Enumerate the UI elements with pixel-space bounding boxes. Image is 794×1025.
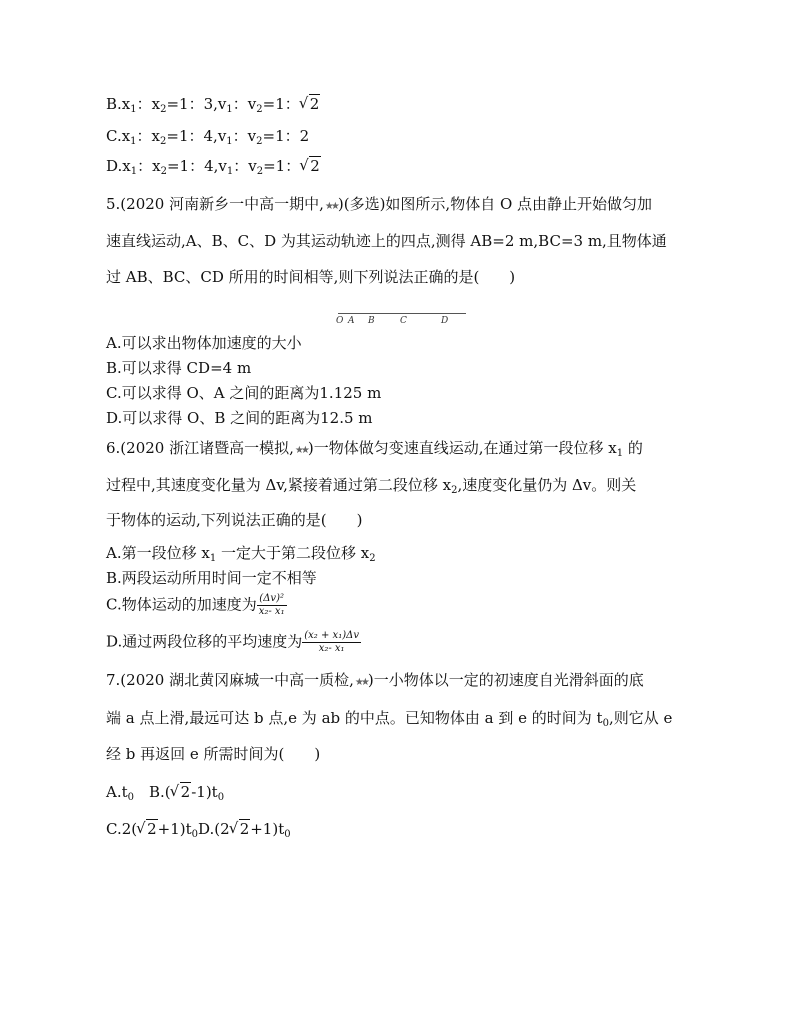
q7-options-a-b: $A.t_0$ B.(√ $2-1)t_0$ — [106, 782, 224, 808]
q7-line-3: 经 b 再返回 e 所需时间为( ) — [106, 745, 321, 763]
sqrt-symbol: √ 2 — [171, 782, 192, 802]
q6-option-d: D.通过两段位移的平均速度为 $\frac{\text{(x₂ + x₁)Δv}}{\text{x₂- x₁}}$ — [106, 630, 359, 654]
q5-line-2: 速直线运动,A、B、C、D 为其运动轨迹上的四点,测得 AB=2 m,BC=3 m,且物体通 — [106, 232, 667, 250]
sqrt-symbol: √ 2 — [300, 156, 321, 176]
sqrt-symbol: √ 2 — [230, 819, 251, 839]
q6-option-a: A.第一段位移 $x_1$ 一定大于第二段位移 $x_2$ — [106, 544, 376, 564]
point-label-a: A — [348, 316, 355, 326]
point-label-d: D — [441, 316, 449, 326]
q5-option-b: B.可以求得 CD=4 m — [106, 359, 252, 377]
acceleration-fraction: $\frac{\text{(Δv)²}}{\text{x₂- x₁}}$ — [258, 593, 285, 617]
q6-option-c: C.物体运动的加速度为 $\frac{\text{(Δv)²}}{\text{x₂- x₁}}$ — [106, 593, 285, 617]
track-line — [338, 313, 466, 314]
q7-line-2: 端 a 点上滑,最远可达 b 点,e 为 ab 的中点。已知物体由 a 到 e 的时间为 $t_0$,则它从 e — [106, 709, 673, 729]
difficulty-star-icon: ★★ — [354, 677, 367, 688]
q5-option-d: D.可以求得 O、B 之间的距离为12.5 m — [106, 409, 373, 427]
q7-options-c-d: C.2(√ $2+1)t_0D.(2√$ $2+1)t_0$ — [106, 819, 291, 845]
sqrt-symbol: √ 2 — [300, 94, 321, 114]
point-label-c: C — [400, 316, 407, 326]
q6-line-2: 过程中,其速度变化量为 Δv,紧接着通过第二段位移 $x_2$,速度变化量仍为 Δv。则关 — [106, 476, 637, 496]
q6-line-1: 6.(2020 浙江诸暨高一模拟,★★)一物体做匀变速直线运动,在通过第一段位移 $x_1$ 的 — [106, 439, 643, 459]
q5-option-a: A.可以求出物体加速度的大小 — [106, 334, 302, 352]
point-label-o: O — [336, 316, 344, 326]
q5-line-1: 5.(2020 河南新乡一中高一期中,★★)(多选)如图所示,物体自 O 点由静止开始做匀加 — [106, 194, 652, 217]
q4-option-b: $B.x_1$：$x_2=1$：$3,v_1$：$v_2=1$：√ 2 — [106, 94, 320, 120]
q5-option-c: C.可以求得 O、A 之间的距离为1.125 m — [106, 384, 382, 402]
difficulty-star-icon: ★★ — [324, 201, 337, 212]
motion-track-diagram — [336, 307, 468, 331]
q4-option-d: $D.x_1$：$x_2=1$：$4,v_1$：$v_2=1$：√ 2 — [106, 156, 321, 182]
average-velocity-fraction: $\frac{\text{(x₂ + x₁)Δv}}{\text{x₂- x₁}}$ — [304, 630, 359, 654]
q7-line-1: 7.(2020 湖北黄冈麻城一中高一质检,★★)一小物体以一定的初速度自光滑斜面的底 — [106, 670, 644, 693]
q6-option-b: B.两段运动所用时间一定不相等 — [106, 569, 317, 587]
q5-line-3: 过 AB、BC、CD 所用的时间相等,则下列说法正确的是( ) — [106, 268, 516, 286]
q6-line-3: 于物体的运动,下列说法正确的是( ) — [106, 511, 363, 529]
difficulty-star-icon: ★★ — [294, 445, 307, 456]
q4-option-c: $C.x_1$：$x_2=1$：$4,v_1$：$v_2=1$：2 — [106, 127, 310, 147]
sqrt-symbol: √ 2 — [137, 819, 158, 839]
point-label-b: B — [368, 316, 375, 326]
